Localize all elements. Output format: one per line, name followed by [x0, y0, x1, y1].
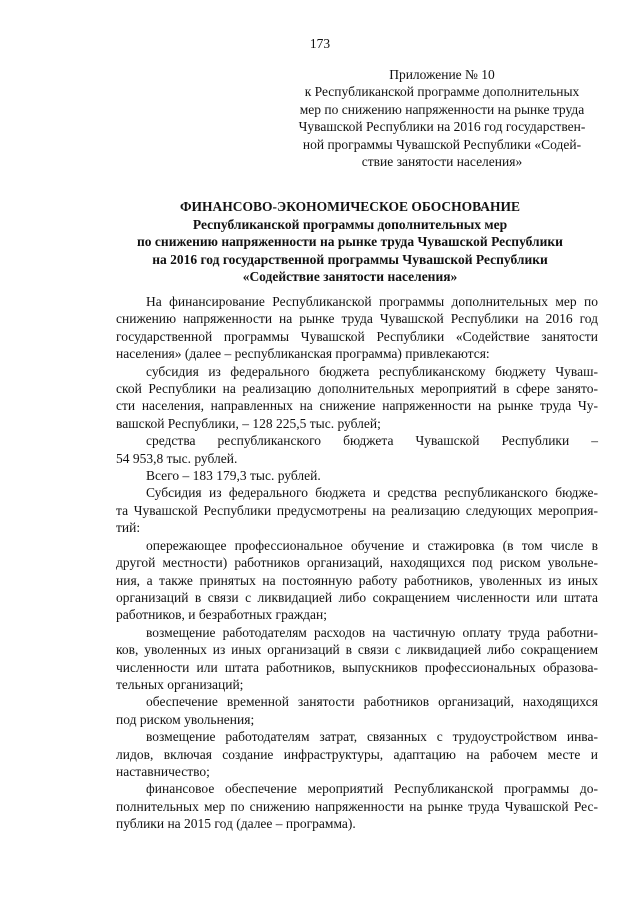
title-line: Республиканской программы дополнительных мер: [192, 216, 508, 232]
body-line: ния, а также принятых на постоянную работу работников, уволенных из иных: [116, 572, 598, 588]
body-line: снижению напряженности на рынке труда Чувашской Республики на 2016 год: [116, 311, 598, 327]
body-line: работников, и безработных граждан;: [116, 607, 328, 623]
appendix-line: Чувашской Республики на 2016 год государствен-: [298, 119, 586, 135]
body-line: вашской Республики, – 128 225,5 тыс. рублей;: [116, 415, 381, 431]
body-line: лидов, включая создание инфраструктуры, адаптацию на рабочем месте и: [116, 746, 598, 762]
appendix-line: мер по снижению напряженности на рынке труда: [299, 101, 585, 117]
body-paragraph: [116, 293, 598, 363]
body-paragraph: [116, 537, 598, 624]
document-body: [116, 293, 598, 833]
body-paragraph: [116, 432, 598, 467]
body-line: ков, уволенных из иных организаций в связи с ликвидацией либо сокращением: [116, 642, 598, 658]
appendix-line: ствие занятости населения»: [361, 154, 523, 170]
body-paragraph: [116, 484, 598, 536]
body-paragraph: [116, 467, 598, 484]
appendix-line: ной программы Чувашской Республики «Содей-: [302, 136, 582, 152]
body-line: средства республиканского бюджета Чувашской Республики –: [146, 433, 598, 449]
body-line: наставничество;: [116, 763, 210, 779]
body-paragraph: [116, 780, 598, 832]
appendix-block: [292, 66, 592, 170]
body-paragraph: [116, 363, 598, 433]
body-line: та Чувашской Республики предусмотрены на реализацию следующих мероприя-: [116, 502, 598, 518]
body-line: Субсидия из федерального бюджета и средства республиканского бюдже-: [146, 485, 598, 501]
body-paragraph: [116, 728, 598, 780]
body-paragraph: [116, 624, 598, 694]
body-line: обеспечение временной занятости работников организаций, находящихся: [146, 694, 598, 710]
title-line: ФИНАНСОВО-ЭКОНОМИЧЕСКОЕ ОБОСНОВАНИЕ: [179, 199, 521, 214]
body-line: государственной программы Чувашской Республики «Содействие занятости: [116, 328, 598, 344]
title-line: на 2016 год государственной программы Чувашской Республики: [152, 251, 548, 267]
body-line: под риском увольнения;: [116, 711, 255, 727]
body-line: численности или штата работников, выпускников профессиональных образова-: [116, 659, 598, 675]
body-paragraph: [116, 693, 598, 728]
body-line: опережающее профессиональное обучение и стажировка (в том числе в: [146, 537, 598, 553]
document-title: [100, 198, 600, 286]
body-line: ской Республики на реализацию дополнительных мероприятий в сфере занято-: [116, 381, 598, 397]
body-line: населения» (далее – республиканская программа) привлекаются:: [116, 346, 490, 362]
body-line: тельных организаций;: [116, 676, 244, 692]
body-line: другой местности) работников организаций, находящихся под риском увольне-: [116, 555, 598, 571]
page-number: 173: [309, 36, 331, 51]
body-line: субсидия из федерального бюджета республиканскому бюджету Чуваш-: [146, 363, 598, 379]
body-line: На финансирование Республиканской программы дополнительных мер по: [146, 294, 598, 309]
appendix-line: Приложение № 10: [389, 67, 495, 82]
body-line: Всего – 183 179,3 тыс. рублей.: [146, 468, 321, 484]
title-line: по снижению напряженности на рынке труда Чувашской Республики: [137, 234, 563, 249]
title-line: «Содействие занятости населения»: [242, 269, 458, 284]
body-line: тий:: [116, 520, 141, 536]
body-line: финансовое обеспечение мероприятий Республиканской программы до-: [146, 781, 598, 797]
body-line: возмещение работодателям расходов на частичную оплату труда работни-: [146, 624, 598, 640]
body-line: возмещение работодателям затрат, связанных с трудоустройством инва-: [146, 729, 598, 745]
body-line: организаций в связи с ликвидацией либо сокращением численности или штата: [116, 589, 598, 605]
appendix-line: к Республиканской программе дополнительных: [304, 84, 580, 100]
body-line: публики на 2015 год (далее – программа).: [116, 816, 356, 832]
body-line: полнительных мер по снижению напряженности на рынке труда Чувашской Рес-: [116, 798, 598, 814]
body-line: сти населения, направленных на снижение напряженности на рынке труда Чу-: [116, 398, 598, 414]
body-line: 54 953,8 тыс. рублей.: [116, 450, 238, 466]
